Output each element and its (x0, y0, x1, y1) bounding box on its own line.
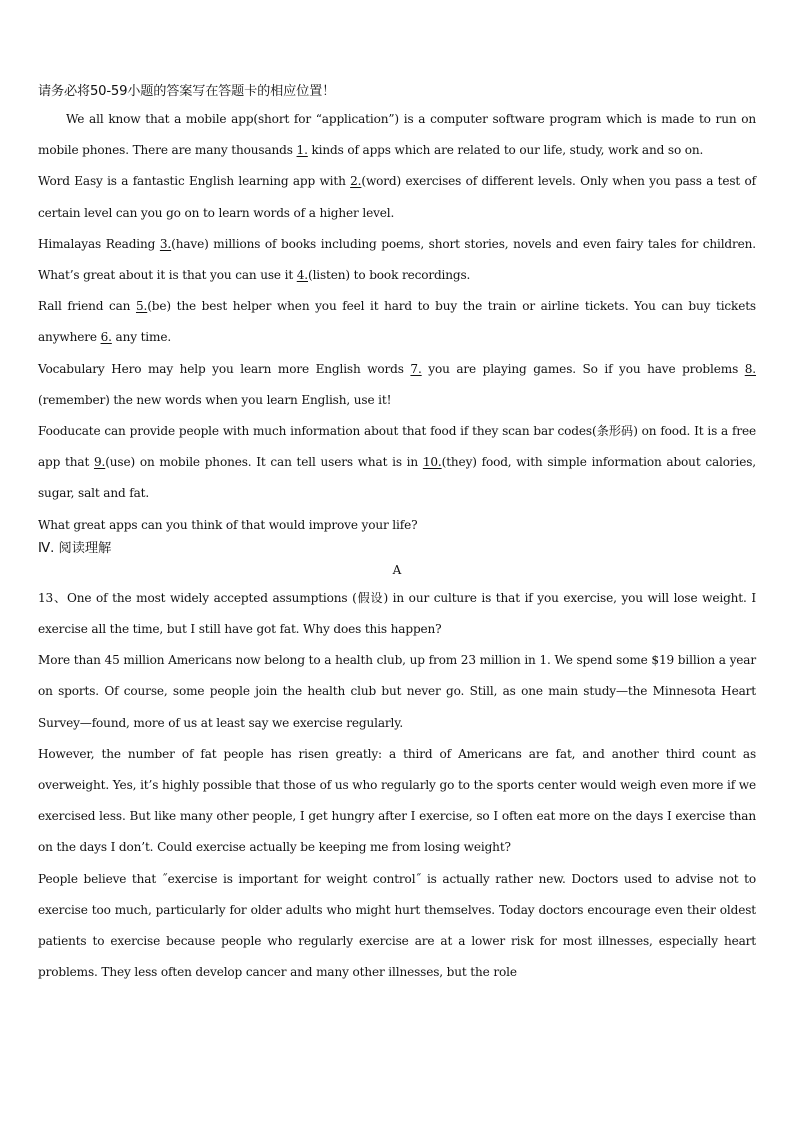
blank-2: 2. (350, 174, 362, 189)
cloze-paragraph-3: Himalayas Reading 3.(have) millions of books including poems, short stories, novels and even fairy tales for children. What’s great about it is that you can use it 4.(listen) to book recordings. (38, 236, 756, 283)
cloze-paragraph-1: We all know that a mobile app(short for “application”) is a computer software program which is made to run on mobile phones. There are many thousands 1. kinds of apps which are related to our life, study, work and so on. (38, 112, 756, 158)
blank-8: 8. (744, 361, 756, 376)
reading-paragraph-2: More than 45 million Americans now belong to a health club, up from 23 million in 1. We spend some $19 billion a year on sports. Of course, some people join the health club but never go. Still, as one main study—the Minnesota Heart Survey—found, more of us at least say we exercise regularly. (38, 653, 756, 730)
blank-10: 10. (422, 455, 442, 470)
cloze-paragraph-4: Rall friend can 5.(be) the best helper when you feel it hard to buy the train or airline tickets. You can buy tickets anywhere 6. any time. (38, 299, 756, 345)
cloze-paragraph-2: Word Easy is a fantastic English learning app with 2.(word) exercises of different levels. Only when you pass a test of certain level can you go on to learn words of a higher level. (38, 174, 756, 220)
reading-paragraph-3: However, the number of fat people has risen greatly: a third of Americans are fat, and another third count as overweight. Yes, it’s highly possible that those of us who regularly go to the sports center would weigh even more if we exercised less. But like many other people, I get hungry after I exercise, so I often eat more on the days I exercise than on the days I don’t. Could exercise actually be keeping me from losing weight? (38, 746, 756, 855)
section-title: Ⅳ. 阅读理解 (38, 540, 112, 556)
answer-instruction: 请务必将50-59小题的答案写在答题卡的相应位置！ (38, 84, 336, 99)
reading-paragraph-1: 13、One of the most widely accepted assumptions (假设) in our culture is that if you exercise, you will lose weight. I exercise all the time, but I still have got fat. Why does this happen? (38, 590, 756, 637)
document-page (38, 80, 756, 988)
cloze-paragraph-6: Fooducate can provide people with much information about that food if they scan bar codes(条形码) on food. It is a free app that 9.(use) on mobile phones. It can tell users what is in 10.(they) food, with simple information about calories, sugar, salt and fat. (38, 424, 756, 501)
blank-1: 1. (296, 143, 308, 158)
cloze-paragraph-7: What great apps can you think of that would improve your life? (38, 517, 418, 532)
blank-9: 9. (93, 455, 106, 470)
blank-6: 6. (100, 330, 112, 345)
cloze-paragraph-5: Vocabulary Hero may help you learn more English words 7. you are playing games. So if you have problems 8.(remember) the new words when you learn English, use it! (38, 361, 756, 407)
blank-3: 3. (159, 236, 172, 251)
blank-7: 7. (410, 361, 422, 376)
reading-paragraph-4: People believe that ˝exercise is important for weight control˝ is actually rather new. Doctors used to advise not to exercise too much, particularly for older adults who might hurt themselves. Today doctors encourage even their oldest patients to exercise because people who regularly exercise are at a lower risk for most illnesses, especially heart problems. They less often develop cancer and many other illnesses, but the role (38, 871, 756, 980)
blank-5: 5. (135, 299, 148, 314)
blank-4: 4. (296, 268, 308, 283)
passage-label: A (392, 562, 402, 577)
